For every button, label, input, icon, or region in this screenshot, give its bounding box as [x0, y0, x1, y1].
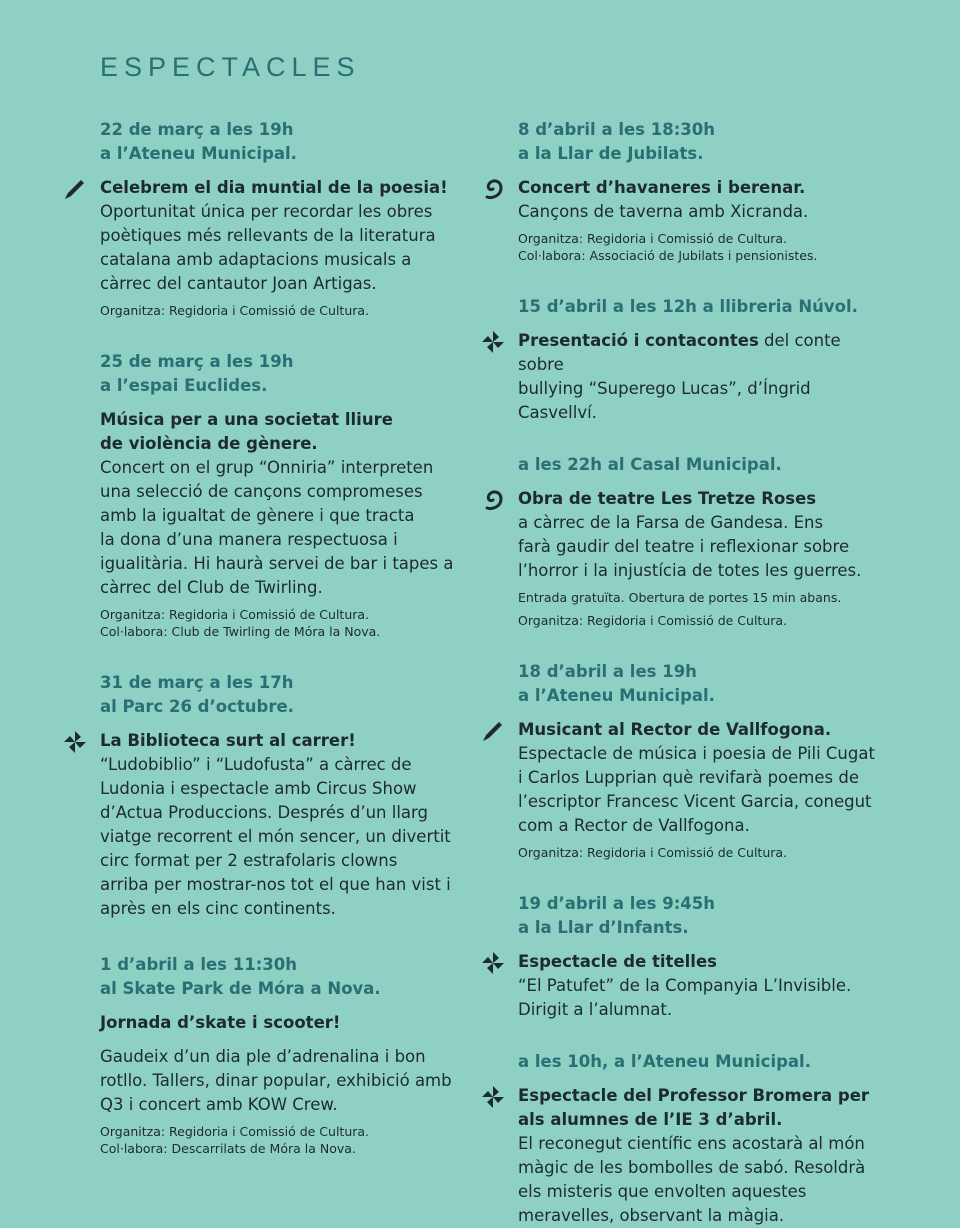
event-description-line: i Carlos Lupprian què revifarà poemes de [518, 768, 859, 787]
event-date-line: 18 d’abril a les 19h [518, 662, 697, 681]
event-library-street [100, 671, 460, 921]
event-description-line: a càrrec de la Farsa de Gandesa. Ens [518, 513, 824, 532]
event-venue-line: a la Llar d’Infants. [518, 918, 689, 937]
event-havaneres [518, 118, 878, 264]
event-heading: Concert d’havaneres i berenar. [518, 178, 806, 197]
event-description-line: Ludonia i espectacle amb Circus Show [100, 779, 417, 798]
event-date-line: 31 de març a les 17h [100, 673, 294, 692]
event-description-line: Q3 i concert amb KOW Crew. [100, 1095, 338, 1114]
event-skate-day [100, 953, 460, 1157]
pinwheel-icon [480, 950, 506, 976]
event-description-line: meravelles, observant la màgia. [518, 1206, 785, 1225]
event-venue-line: a l’Ateneu Municipal. [518, 686, 715, 705]
event-description-line: Cançons de taverna amb Xicranda. [518, 202, 809, 221]
event-organizer: Organitza: Regidoria i Comissió de Cultura. [518, 845, 788, 860]
event-description-line: amb la igualtat de gènere i que tracta [100, 506, 415, 525]
event-collaborator: Col·labora: Associació de Jubilats i pensionistes. [518, 248, 818, 263]
event-date-line: a les 22h al Casal Municipal. [518, 455, 782, 474]
event-description-line: Dirigit a l’alumnat. [518, 1000, 673, 1019]
event-heading: Musicant al Rector de Vallfogona. [518, 720, 832, 739]
event-description-line: El reconegut científic ens acostarà al món [518, 1134, 865, 1153]
event-heading: La Biblioteca surt al carrer! [100, 731, 356, 750]
event-collaborator: Col·labora: Club de Twirling de Móra la Nova. [100, 624, 381, 639]
event-puppets [518, 892, 878, 1022]
event-description-line: Gaudeix d’un dia ple d’adrenalina i bon [100, 1047, 426, 1066]
pinwheel-icon [480, 329, 506, 355]
event-description-line: una selecció de cançons compromeses [100, 482, 423, 501]
pinwheel-icon [62, 729, 88, 755]
event-description-line: càrrec del Club de Twirling. [100, 578, 323, 597]
event-heading: Espectacle del Professor Bromera per [518, 1086, 870, 1105]
event-description-line: catalana amb adaptacions musicals a [100, 250, 412, 269]
event-date-line: 1 d’abril a les 11:30h [100, 955, 298, 974]
event-description-line: d’Actua Produccions. Després d’un llarg [100, 803, 429, 822]
event-date-line: 8 d’abril a les 18:30h [518, 120, 716, 139]
event-description-line: “Ludobiblio” i “Ludofusta” a càrrec de [100, 755, 412, 774]
event-description-line: càrrec del cantautor Joan Artigas. [100, 274, 377, 293]
event-organizer: Organitza: Regidoria i Comissió de Cultura. [518, 231, 788, 246]
right-column [518, 118, 878, 1228]
event-description-line: com a Rector de Vallfogona. [518, 816, 750, 835]
event-heading: Obra de teatre Les Tretze Roses [518, 489, 817, 508]
spiral-icon [480, 176, 506, 202]
event-collaborator: Col·labora: Descarrilats de Móra la Nova. [100, 1141, 356, 1156]
event-venue-line: al Skate Park de Móra a Nova. [100, 979, 381, 998]
event-date-line: 22 de març a les 19h [100, 120, 294, 139]
page-title: ESPECTACLES [100, 52, 361, 82]
event-description-line [518, 329, 878, 377]
event-description-line: Oportunitat única per recordar les obres [100, 202, 433, 221]
event-venue-line: a la Llar de Jubilats. [518, 144, 704, 163]
event-rector-vallfogona [518, 660, 878, 861]
event-heading: Presentació i contacontes [518, 331, 759, 350]
event-organizer: Organitza: Regidoria i Comissió de Cultura. [100, 607, 370, 622]
event-description-line: Concert on el grup “Onniria” interpreten [100, 458, 434, 477]
pinwheel-icon [480, 1084, 506, 1110]
event-storytelling [518, 295, 878, 425]
event-description-line: igualitària. Hi haurà servei de bar i tapes a [100, 554, 454, 573]
pencil-icon [480, 718, 506, 744]
event-organizer: Organitza: Regidoria i Comissió de Cultura. [518, 613, 788, 628]
event-venue-line: a l’Ateneu Municipal. [100, 144, 297, 163]
event-entry-info: Entrada gratuïta. Obertura de portes 15 min abans. [518, 590, 842, 605]
event-description-line: arriba per mostrar-nos tot el que han vist i [100, 875, 451, 894]
event-organizer: Organitza: Regidoria i Comissió de Cultura. [100, 303, 370, 318]
event-heading: de violència de gènere. [100, 434, 318, 453]
event-heading: Jornada d’skate i scooter! [100, 1013, 341, 1032]
event-description-line: bullying “Superego Lucas”, d’Íngrid Casvellví. [518, 379, 811, 422]
event-description-line: l’escriptor Francesc Vicent Garcia, conegut [518, 792, 872, 811]
event-description-line: rotllo. Tallers, dinar popular, exhibició amb [100, 1071, 452, 1090]
pencil-icon [62, 176, 88, 202]
event-gender-concert [100, 350, 460, 640]
event-description-line: circ format per 2 estrafolaris clowns [100, 851, 398, 870]
event-theatre [518, 453, 878, 629]
left-column [100, 118, 460, 1157]
event-heading: Celebrem el dia muntial de la poesia! [100, 178, 448, 197]
event-date-line: 25 de març a les 19h [100, 352, 294, 371]
event-description-line: l’horror i la injustícia de totes les guerres. [518, 561, 862, 580]
event-description-line: viatge recorrent el món sencer, un divertit [100, 827, 451, 846]
event-heading: Música per a una societat lliure [100, 410, 393, 429]
event-poetry-day [100, 118, 460, 319]
event-description-line: màgic de les bombolles de sabó. Resoldrà [518, 1158, 866, 1177]
event-heading: als alumnes de l’IE 3 d’abril. [518, 1110, 783, 1129]
event-date-line: 15 d’abril a les 12h a llibreria Núvol. [518, 297, 858, 316]
event-description-line: poètiques més rellevants de la literatura [100, 226, 436, 245]
event-description-line: els misteris que envolten aquestes [518, 1182, 807, 1201]
event-description-line: “El Patufet” de la Companyia L’Invisible. [518, 976, 852, 995]
event-description-line: Espectacle de música i poesia de Pili Cugat [518, 744, 875, 763]
event-organizer: Organitza: Regidoria i Comissió de Cultura. [100, 1124, 370, 1139]
event-description-text: del conte sobre [518, 331, 841, 374]
event-date-line: a les 10h, a l’Ateneu Municipal. [518, 1052, 811, 1071]
event-bromera [518, 1050, 878, 1228]
event-description-line: après en els cinc continents. [100, 899, 336, 918]
spiral-icon [480, 487, 506, 513]
event-description-line: la dona d’una manera respectuosa i [100, 530, 398, 549]
event-venue-line: al Parc 26 d’octubre. [100, 697, 294, 716]
event-venue-line: a l’espai Euclides. [100, 376, 268, 395]
event-description-line: farà gaudir del teatre i reflexionar sobre [518, 537, 850, 556]
event-heading: Espectacle de titelles [518, 952, 717, 971]
event-date-line: 19 d’abril a les 9:45h [518, 894, 716, 913]
